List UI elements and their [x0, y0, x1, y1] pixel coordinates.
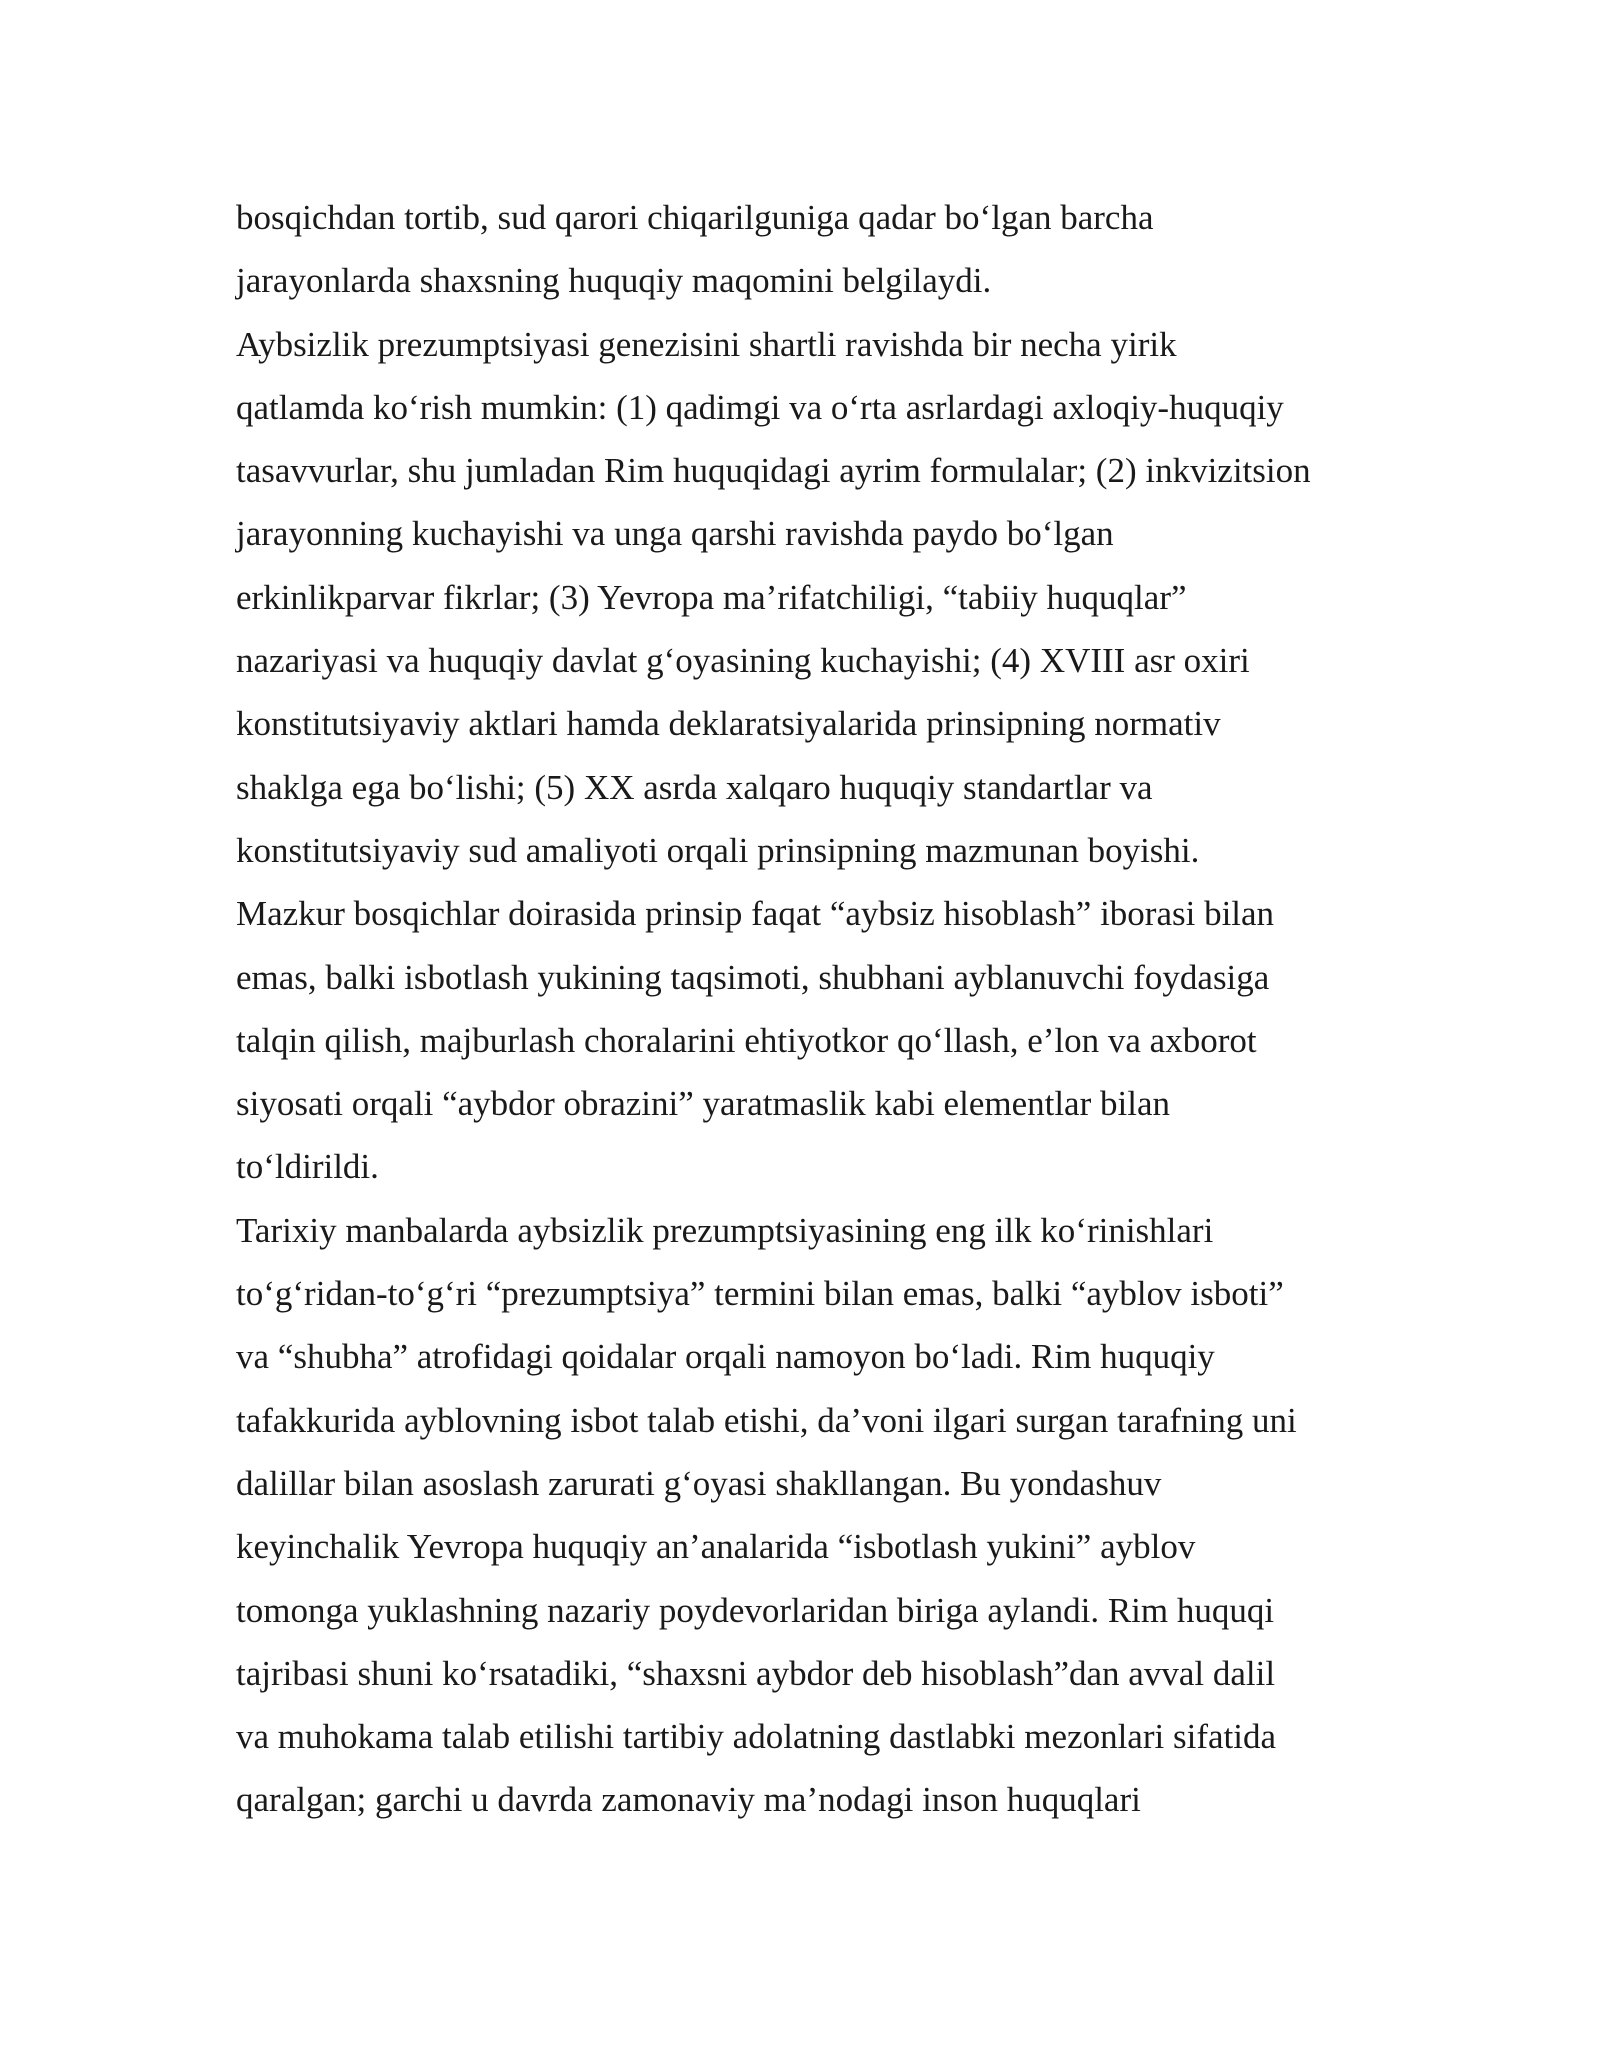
text-line: jarayonning kuchayishi va unga qarshi ravishda paydo bo‘lgan [236, 514, 1114, 554]
text-line: shaklga ega bo‘lishi; (5) XX asrda xalqaro huquqiy standartlar va [236, 767, 1153, 807]
text-line: keyinchalik Yevropa huquqiy an’analarida “isbotlash yukini” ayblov [236, 1527, 1196, 1567]
text-line: Tarixiy manbalarda aybsizlik prezumptsiyasining eng ilk ko‘rinishlari [236, 1210, 1214, 1250]
text-line: tajribasi shuni ko‘rsatadiki, “shaxsni aybdor deb hisoblash”dan avval dalil [236, 1653, 1276, 1693]
text-line: bosqichdan tortib, sud qarori chiqarilguniga qadar bo‘lgan barcha [236, 198, 1154, 237]
text-line: Aybsizlik prezumptsiyasi genezisini shartli ravishda bir necha yirik [236, 324, 1177, 364]
text-line: va muhokama talab etilishi tartibiy adolatning dastlabki mezonlari sifatida [236, 1717, 1276, 1757]
text-line: erkinlikparvar fikrlar; (3) Yevropa ma’rifatchiligi, “tabiiy huquqlar” [236, 577, 1187, 617]
text-line: tafakkurida ayblovning isbot talab etishi, da’voni ilgari surgan tarafning uni [236, 1400, 1297, 1440]
text-line: nazariyasi va huquqiy davlat g‘oyasining kuchayishi; (4) XVIII asr oxiri [236, 641, 1250, 681]
text-line: emas, balki isbotlash yukining taqsimoti, shubhani ayblanuvchi foydasiga [236, 957, 1270, 997]
text-line: konstitutsiyaviy sud amaliyoti orqali prinsipning mazmunan boyishi. [236, 830, 1200, 870]
text-line: tasavvurlar, shu jumladan Rim huquqidagi ayrim formulalar; (2) inkvizitsion [236, 451, 1311, 491]
body-text [236, 186, 1436, 1832]
text-line: konstitutsiyaviy aktlari hamda deklaratsiyalarida prinsipning normativ [236, 704, 1221, 744]
text-line: to‘ldirildi. [236, 1147, 379, 1187]
text-line: dalillar bilan asoslash zarurati g‘oyasi shakllangan. Bu yondashuv [236, 1463, 1162, 1503]
text-line: jarayonlarda shaxsning huquqiy maqomini belgilaydi. [236, 261, 992, 301]
text-line: qatlamda ko‘rish mumkin: (1) qadimgi va o‘rta asrlardagi axloqiy-huquqiy [236, 387, 1284, 427]
text-line: talqin qilish, majburlash choralarini ehtiyotkor qo‘llash, e’lon va axborot [236, 1020, 1257, 1060]
text-line: qaralgan; garchi u davrda zamonaviy ma’nodagi inson huquqlari [236, 1780, 1141, 1820]
text-line: tomonga yuklashning nazariy poydevorlaridan biriga aylandi. Rim huquqi [236, 1590, 1275, 1630]
text-line: Mazkur bosqichlar doirasida prinsip faqat “aybsiz hisoblash” iborasi bilan [236, 894, 1275, 934]
text-line: va “shubha” atrofidagi qoidalar orqali namoyon bo‘ladi. Rim huquqiy [236, 1337, 1215, 1377]
text-line: siyosati orqali “aybdor obrazini” yaratmaslik kabi elementlar bilan [236, 1084, 1170, 1124]
text-line: to‘g‘ridan-to‘g‘ri “prezumptsiya” termini bilan emas, balki “ayblov isboti” [236, 1274, 1284, 1314]
